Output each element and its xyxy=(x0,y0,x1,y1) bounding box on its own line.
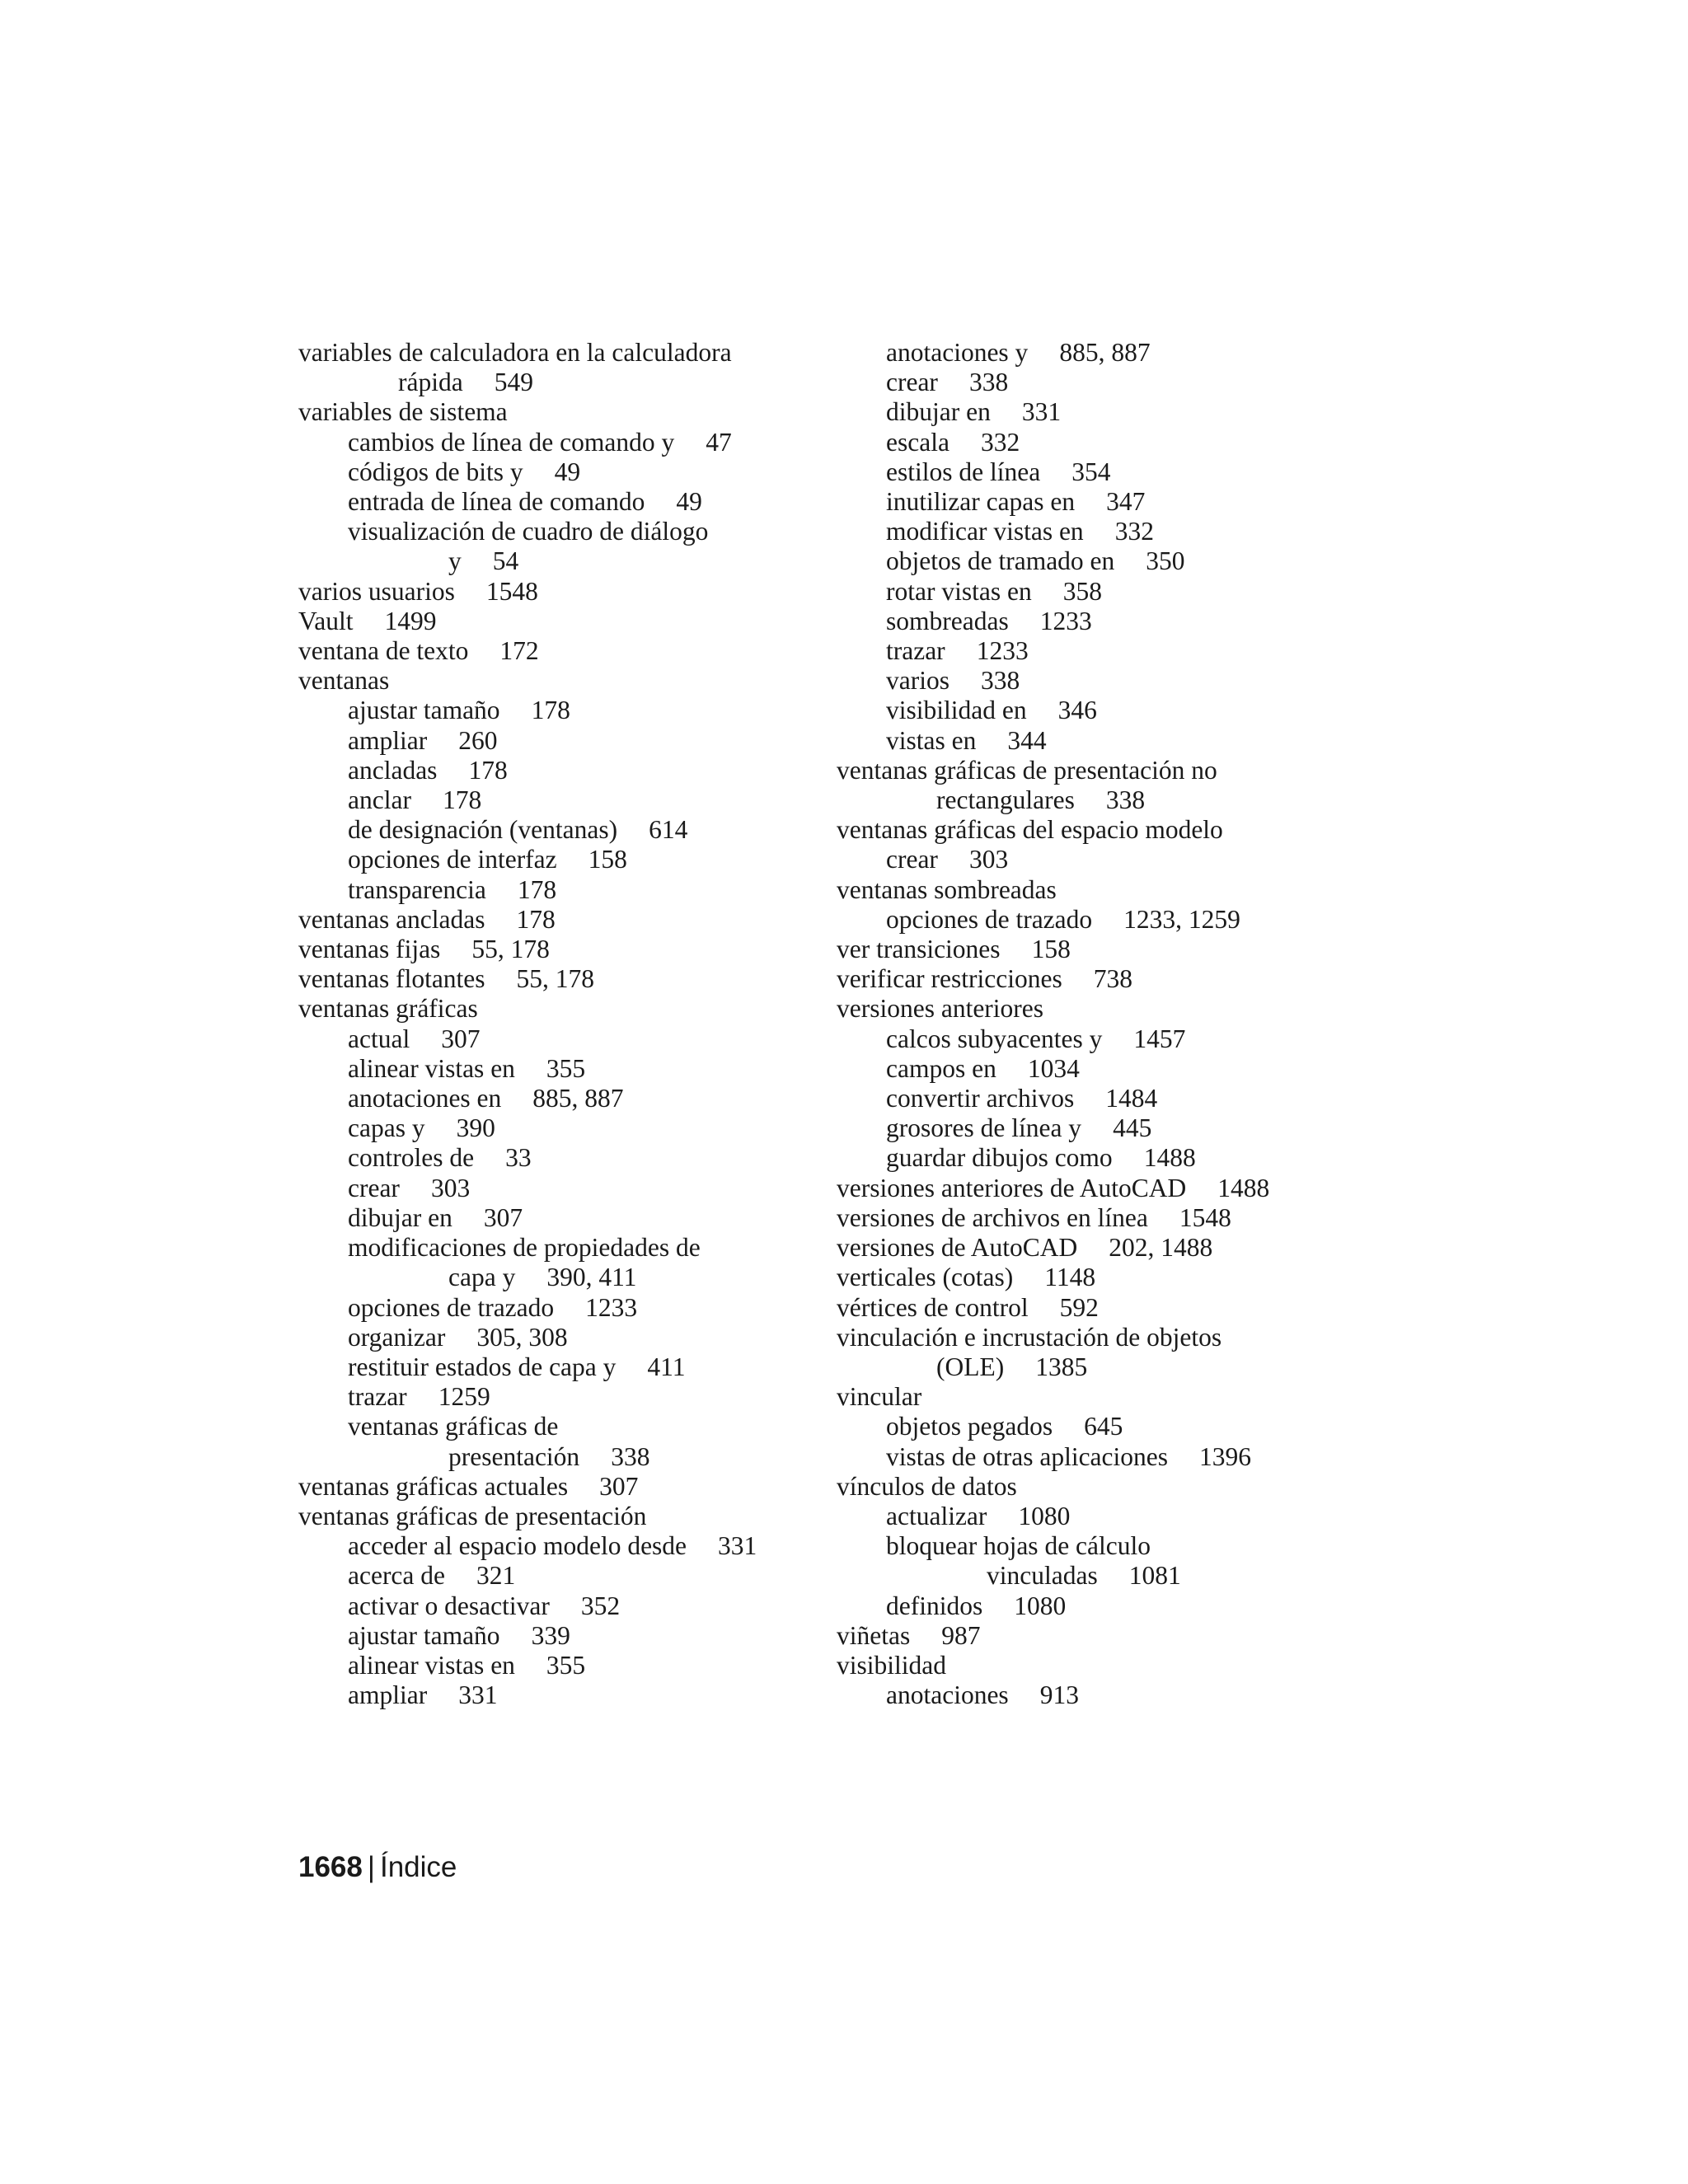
index-term: ancladas xyxy=(348,755,438,785)
index-entry xyxy=(837,845,1364,874)
index-entry xyxy=(837,1203,1364,1233)
index-page-refs: 33 xyxy=(505,1143,532,1173)
index-term: entrada de línea de comando xyxy=(348,487,645,517)
index-term: versiones anteriores de AutoCAD xyxy=(837,1173,1187,1202)
index-entry xyxy=(837,1293,1364,1323)
index-entry xyxy=(837,1233,1364,1263)
index-term: ventanas xyxy=(298,666,390,696)
index-entry xyxy=(837,517,1364,546)
index-entry xyxy=(837,1651,1364,1680)
index-term: rectangulares xyxy=(936,785,1075,815)
index-term: trazar xyxy=(348,1382,407,1412)
index-page-refs: 178 xyxy=(517,874,557,904)
index-entry xyxy=(298,1442,826,1472)
index-term: ventana de texto xyxy=(298,636,469,666)
index-entry xyxy=(837,696,1364,725)
index-page-refs: 1148 xyxy=(1044,1263,1096,1292)
index-term: acerca de xyxy=(348,1561,446,1591)
index-page-refs: 338 xyxy=(611,1441,650,1471)
index-term: ajustar tamaño xyxy=(348,1620,500,1650)
index-term: variables de sistema xyxy=(298,397,508,427)
section-title: Índice xyxy=(379,1851,457,1883)
index-term: alinear vistas en xyxy=(348,1650,515,1680)
index-term: ventanas gráficas de presentación no xyxy=(837,755,1217,785)
index-entry xyxy=(837,756,1364,785)
index-entry xyxy=(298,785,826,815)
index-entry xyxy=(298,517,826,546)
index-term: anotaciones y xyxy=(886,338,1029,367)
index-term: convertir archivos xyxy=(886,1084,1075,1113)
index-entry xyxy=(298,935,826,964)
index-entry xyxy=(837,428,1364,457)
index-page-refs: 1233 xyxy=(1039,606,1092,635)
index-page-refs: 1034 xyxy=(1027,1053,1080,1083)
index-entry xyxy=(837,1591,1364,1621)
index-term: opciones de trazado xyxy=(886,904,1093,934)
index-entry xyxy=(298,1561,826,1591)
index-term: definidos xyxy=(886,1591,983,1620)
index-term: guardar dibujos como xyxy=(886,1143,1113,1173)
index-page-refs: 738 xyxy=(1093,964,1132,994)
index-page-refs: 303 xyxy=(430,1173,471,1202)
index-column-left xyxy=(298,338,826,1710)
index-entry xyxy=(298,994,826,1024)
index-entry xyxy=(837,994,1364,1024)
index-entry xyxy=(298,636,826,666)
index-entry xyxy=(298,964,826,994)
index-term: vinculación e incrustación de objetos xyxy=(837,1322,1222,1352)
index-entry xyxy=(298,1113,826,1143)
index-term: ventanas gráficas de xyxy=(348,1412,559,1441)
index-page-refs: 178 xyxy=(442,785,482,815)
index-term: anotaciones xyxy=(886,1680,1009,1710)
index-term: vincular xyxy=(837,1382,922,1412)
index-term: ampliar xyxy=(348,725,428,755)
index-page-refs: 332 xyxy=(980,427,1020,457)
index-page-refs: 1081 xyxy=(1128,1561,1181,1591)
index-term: crear xyxy=(886,368,938,397)
index-term: modificar vistas en xyxy=(886,517,1084,546)
index-page-refs: 1457 xyxy=(1133,1024,1186,1053)
index-term: restituir estados de capa y xyxy=(348,1352,617,1381)
page-footer xyxy=(298,1851,457,1884)
index-entry xyxy=(298,1084,826,1113)
index-term: actualizar xyxy=(886,1501,987,1530)
index-term: verificar restricciones xyxy=(837,964,1062,994)
index-term: presentación xyxy=(448,1441,580,1471)
index-page-refs: 49 xyxy=(554,457,581,486)
index-page-refs: 339 xyxy=(531,1620,570,1650)
index-term: ventanas gráficas del espacio modelo xyxy=(837,815,1223,845)
index-page-refs: 305, 308 xyxy=(476,1322,568,1352)
index-page-refs: 592 xyxy=(1059,1292,1099,1322)
index-term: rotar vistas en xyxy=(886,576,1032,606)
index-entry xyxy=(298,1054,826,1084)
index-term: alinear vistas en xyxy=(348,1053,515,1083)
index-page-refs: 158 xyxy=(588,845,627,874)
index-page-refs: 1499 xyxy=(384,606,437,635)
index-entry xyxy=(298,546,826,576)
index-entry xyxy=(298,756,826,785)
index-page-refs: 1233 xyxy=(585,1292,638,1322)
index-entry xyxy=(298,1621,826,1651)
index-term: ampliar xyxy=(348,1680,428,1710)
index-term: anclar xyxy=(348,785,411,815)
index-page-refs: 913 xyxy=(1039,1680,1079,1710)
index-page-refs: 355 xyxy=(546,1053,586,1083)
index-term: dibujar en xyxy=(886,397,991,427)
index-term: bloquear hojas de cálculo xyxy=(886,1531,1151,1561)
index-term: inutilizar capas en xyxy=(886,487,1076,517)
index-term: vértices de control xyxy=(837,1292,1029,1322)
index-entry xyxy=(837,607,1364,636)
index-entry xyxy=(298,726,826,756)
footer-separator: | xyxy=(367,1851,375,1883)
index-page-refs: 1548 xyxy=(1179,1202,1231,1232)
index-term: dibujar en xyxy=(348,1202,452,1232)
index-column-right xyxy=(837,338,1364,1710)
index-entry xyxy=(837,785,1364,815)
index-entry xyxy=(298,607,826,636)
index-page-refs: 260 xyxy=(458,725,498,755)
index-page-refs: 1396 xyxy=(1199,1441,1252,1471)
index-page-refs: 885, 887 xyxy=(532,1084,624,1113)
index-page-refs: 1385 xyxy=(1035,1352,1088,1381)
index-term: visualización de cuadro de diálogo xyxy=(348,517,709,546)
index-entry xyxy=(837,1352,1364,1382)
index-term: crear xyxy=(348,1173,400,1202)
index-term: cambios de línea de comando y xyxy=(348,427,675,457)
index-entry xyxy=(298,487,826,517)
index-entry xyxy=(837,1174,1364,1203)
index-term: controles de xyxy=(348,1143,475,1173)
index-term: objetos pegados xyxy=(886,1412,1053,1441)
index-entry xyxy=(298,1024,826,1054)
index-entry xyxy=(298,875,826,905)
index-entry xyxy=(837,397,1364,427)
index-entry xyxy=(298,1352,826,1382)
index-entry xyxy=(298,1651,826,1680)
index-page-refs: 614 xyxy=(649,815,688,845)
index-page-refs: 321 xyxy=(476,1561,516,1591)
index-term: ajustar tamaño xyxy=(348,696,500,725)
index-entry xyxy=(298,368,826,397)
index-page-refs: 645 xyxy=(1084,1412,1123,1441)
index-term: acceder al espacio modelo desde xyxy=(348,1531,687,1561)
index-page-refs: 354 xyxy=(1071,457,1111,486)
index-entry xyxy=(298,1472,826,1502)
index-entry xyxy=(837,815,1364,845)
index-page-refs: 355 xyxy=(546,1650,586,1680)
index-entry xyxy=(298,1531,826,1561)
index-page-refs: 1259 xyxy=(438,1382,490,1412)
index-entry xyxy=(837,1024,1364,1054)
index-entry xyxy=(298,696,826,725)
index-term: ventanas gráficas xyxy=(298,994,478,1024)
index-entry xyxy=(298,1323,826,1352)
index-term: grosores de línea y xyxy=(886,1113,1082,1143)
index-term: viñetas xyxy=(837,1620,911,1650)
index-page-refs: 1488 xyxy=(1217,1173,1270,1202)
page-number: 1668 xyxy=(298,1851,363,1883)
index-term: vistas de otras aplicaciones xyxy=(886,1441,1169,1471)
index-entry xyxy=(298,845,826,874)
index-page-refs: 1488 xyxy=(1143,1143,1196,1173)
index-term: (OLE) xyxy=(936,1352,1005,1381)
index-entry xyxy=(837,1412,1364,1441)
index-entry xyxy=(298,428,826,457)
index-term: activar o desactivar xyxy=(348,1591,550,1620)
index-entry xyxy=(298,1382,826,1412)
index-term: anotaciones en xyxy=(348,1084,502,1113)
index-entry xyxy=(837,636,1364,666)
index-term: capas y xyxy=(348,1113,425,1143)
index-term: ventanas flotantes xyxy=(298,964,485,994)
index-term: de designación (ventanas) xyxy=(348,815,618,845)
index-page-refs: 307 xyxy=(599,1471,639,1501)
index-term: opciones de interfaz xyxy=(348,845,557,874)
index-entry xyxy=(837,1502,1364,1531)
index-term: versiones de AutoCAD xyxy=(837,1233,1078,1263)
index-term: sombreadas xyxy=(886,606,1009,635)
index-page-refs: 1080 xyxy=(1014,1591,1067,1620)
index-page-refs: 338 xyxy=(980,666,1020,696)
index-term: visibilidad xyxy=(837,1650,946,1680)
index-term: ventanas fijas xyxy=(298,935,441,964)
index-term: modificaciones de propiedades de xyxy=(348,1233,701,1263)
index-entry xyxy=(298,1143,826,1173)
index-page-refs: 445 xyxy=(1113,1113,1152,1143)
index-entry xyxy=(298,815,826,845)
index-term: estilos de línea xyxy=(886,457,1041,486)
index-entry xyxy=(837,1113,1364,1143)
index-entry xyxy=(837,935,1364,964)
index-term: Vault xyxy=(298,606,354,635)
index-term: varios usuarios xyxy=(298,576,455,606)
index-page-refs: 987 xyxy=(941,1620,981,1650)
index-term: capa y xyxy=(448,1263,516,1292)
index-entry xyxy=(298,1680,826,1710)
index-term: variables de calculadora en la calculadora xyxy=(298,338,732,367)
index-entry xyxy=(837,1531,1364,1561)
index-entry xyxy=(837,577,1364,607)
index-page-refs: 331 xyxy=(458,1680,498,1710)
index-entry xyxy=(837,905,1364,935)
index-page-refs: 344 xyxy=(1007,725,1047,755)
index-entry xyxy=(298,1233,826,1263)
index-page-refs: 390 xyxy=(456,1113,495,1143)
index-page-refs: 331 xyxy=(1021,397,1062,427)
index-entry xyxy=(298,905,826,935)
index-term: ventanas gráficas actuales xyxy=(298,1471,569,1501)
index-term: organizar xyxy=(348,1322,446,1352)
index-term: verticales (cotas) xyxy=(837,1263,1014,1292)
index-page-refs: 411 xyxy=(647,1352,686,1381)
index-entry xyxy=(837,1054,1364,1084)
index-page-refs: 1080 xyxy=(1018,1501,1071,1530)
index-entry xyxy=(298,577,826,607)
index-entry xyxy=(298,666,826,696)
index-term: objetos de tramado en xyxy=(886,546,1115,576)
index-term: visibilidad en xyxy=(886,696,1027,725)
index-entry xyxy=(298,1263,826,1292)
index-term: opciones de trazado xyxy=(348,1292,555,1322)
index-page-refs: 346 xyxy=(1057,696,1097,725)
index-page-refs: 1548 xyxy=(485,576,538,606)
index-term: campos en xyxy=(886,1053,996,1083)
index-page-refs: 885, 887 xyxy=(1059,338,1151,367)
index-term: ventanas sombreadas xyxy=(837,874,1057,904)
index-entry xyxy=(837,964,1364,994)
index-entry xyxy=(298,1591,826,1621)
index-page-refs: 358 xyxy=(1062,576,1102,606)
index-entry xyxy=(837,666,1364,696)
index-entry xyxy=(837,487,1364,517)
index-entry xyxy=(837,1680,1364,1710)
index-page-refs: 549 xyxy=(494,368,533,397)
index-term: vistas en xyxy=(886,725,977,755)
index-entry xyxy=(298,338,826,368)
index-term: códigos de bits y xyxy=(348,457,523,486)
index-term: crear xyxy=(886,845,938,874)
index-entry xyxy=(837,1323,1364,1352)
index-page-refs: 47 xyxy=(706,427,732,457)
index-page-refs: 178 xyxy=(531,696,570,725)
index-page-refs: 1233, 1259 xyxy=(1123,904,1240,934)
index-entry xyxy=(298,397,826,427)
index-term: transparencia xyxy=(348,874,486,904)
index-page-refs: 1233 xyxy=(976,636,1029,666)
index-page-refs: 307 xyxy=(441,1024,481,1053)
index-term: trazar xyxy=(886,636,945,666)
index-term: calcos subyacentes y xyxy=(886,1024,1103,1053)
index-term: y xyxy=(448,546,462,576)
index-entry xyxy=(837,875,1364,905)
index-page-refs: 1484 xyxy=(1105,1084,1158,1113)
index-term: vinculadas xyxy=(987,1561,1098,1591)
index-entry xyxy=(298,1293,826,1323)
index-page-refs: 303 xyxy=(968,845,1009,874)
index-term: ver transiciones xyxy=(837,935,1001,964)
index-entry xyxy=(298,457,826,487)
index-entry xyxy=(837,1084,1364,1113)
index-page-refs: 331 xyxy=(718,1531,757,1561)
index-term: ventanas ancladas xyxy=(298,904,485,934)
index-page-refs: 332 xyxy=(1114,517,1154,546)
index-entry xyxy=(837,338,1364,368)
index-entry xyxy=(837,368,1364,397)
index-entry xyxy=(837,457,1364,487)
index-page-refs: 350 xyxy=(1146,546,1185,576)
index-entry xyxy=(298,1203,826,1233)
index-term: ventanas gráficas de presentación xyxy=(298,1501,647,1530)
index-term: escala xyxy=(886,427,950,457)
index-page-refs: 307 xyxy=(483,1202,523,1232)
index-entry xyxy=(837,546,1364,576)
index-entry xyxy=(298,1502,826,1531)
index-term: rápida xyxy=(398,368,463,397)
index-entry xyxy=(837,1442,1364,1472)
index-page-refs: 390, 411 xyxy=(546,1263,637,1292)
index-page-refs: 55, 178 xyxy=(471,935,550,964)
index-entry xyxy=(837,726,1364,756)
index-page-refs: 338 xyxy=(1105,785,1146,815)
index-page-refs: 49 xyxy=(676,487,702,517)
index-entry xyxy=(837,1143,1364,1173)
index-entry xyxy=(298,1412,826,1441)
index-entry xyxy=(837,1621,1364,1651)
index-term: varios xyxy=(886,666,950,696)
index-page-refs: 54 xyxy=(492,546,519,576)
index-page-refs: 158 xyxy=(1031,935,1071,964)
index-term: actual xyxy=(348,1024,410,1053)
index-page-refs: 352 xyxy=(580,1591,621,1620)
index-entry xyxy=(837,1561,1364,1591)
index-entry xyxy=(298,1174,826,1203)
index-page-refs: 178 xyxy=(468,755,508,785)
index-term: versiones anteriores xyxy=(837,994,1044,1024)
index-entry xyxy=(837,1472,1364,1502)
index-page-refs: 178 xyxy=(516,904,556,934)
index-term: vínculos de datos xyxy=(837,1471,1017,1501)
index-page-refs: 172 xyxy=(499,636,539,666)
index-page-refs: 55, 178 xyxy=(516,964,595,994)
index-entry xyxy=(837,1263,1364,1292)
index-page-refs: 202, 1488 xyxy=(1109,1233,1213,1263)
index-page-refs: 347 xyxy=(1106,487,1146,517)
index-entry xyxy=(837,1382,1364,1412)
index-term: versiones de archivos en línea xyxy=(837,1202,1148,1232)
index-page-refs: 338 xyxy=(968,368,1009,397)
